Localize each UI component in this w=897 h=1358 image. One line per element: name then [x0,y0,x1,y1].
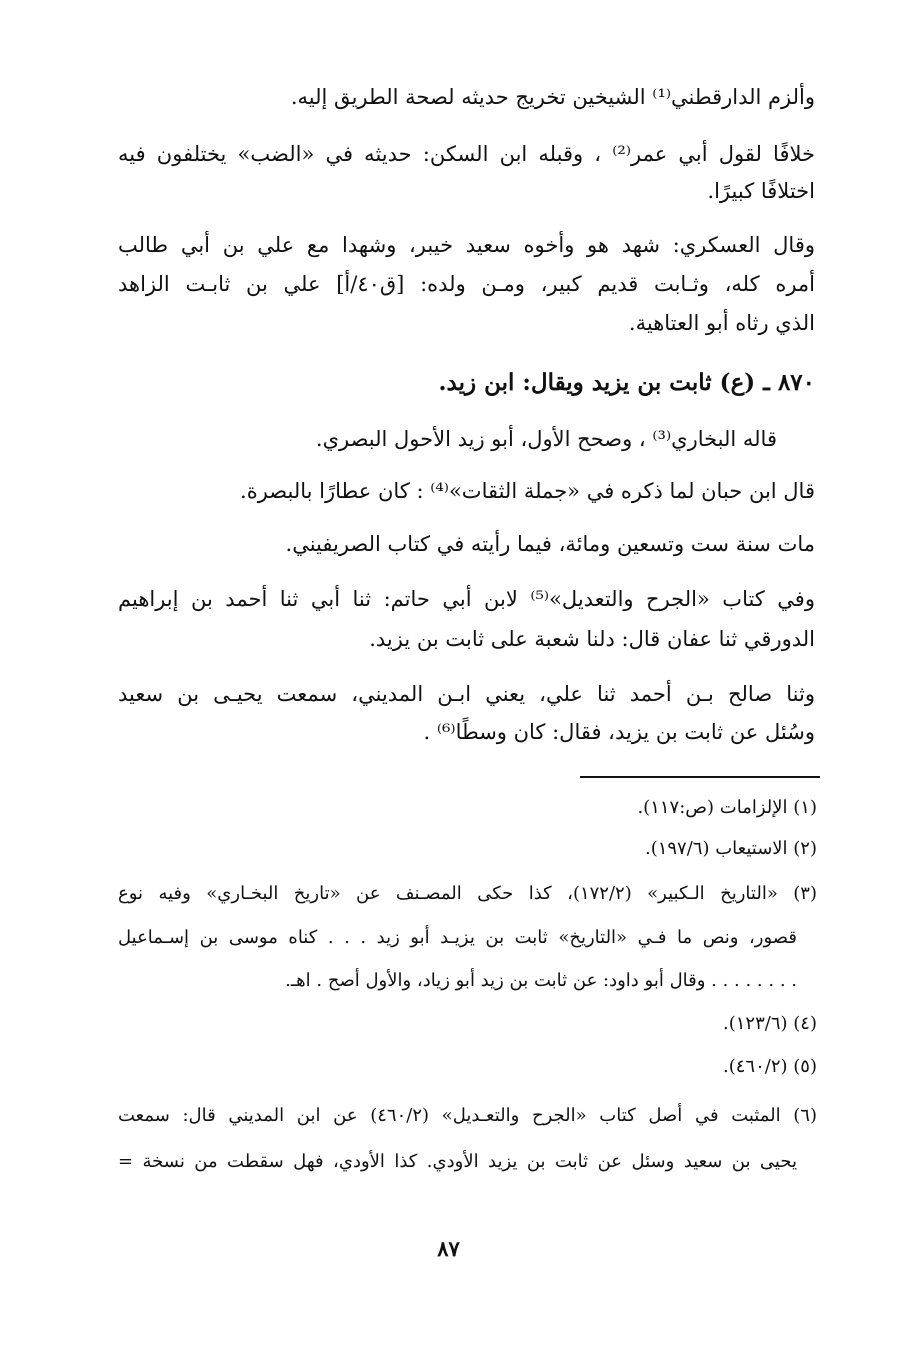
footnote-line: قصور، ونص ما فـي «التاريخ» ثابت بن يزيـد أبو زيد . . . كناه موسى بن إسـماعيل [118,927,797,948]
footnote-line: يحيى بن سعيد وسئل عن ثابت بن يزيد الأودي. كذا الأودي، فهل سقطت من نسخة = [118,1151,797,1172]
footnote-line: (٣) «التاريخ الـكبير» (١٧٢/٢)، كذا حكى المصـنف عن «تاريخ البخـاري» وفيه نوع [118,883,817,904]
footnote-line: (٢) الاستيعاب (١٩٧/٦). [644,838,817,859]
footnote-line: (٦) المثبت في أصل كتاب «الجرح والتعـديل» (٤٦٠/٢) عن ابن المديني قال: سمعت [118,1105,817,1126]
text-line: قاله البخاري⁽³⁾ ، وصحح الأول، أبو زيد الأحول البصري. [315,427,777,451]
footnote-line: (٤) (١٢٣/٦). [723,1013,817,1034]
text-line: وقال العسكري: شهد هو وأخوه سعيد خيبر، وشهدا مع علي بن أبي طالب [118,233,815,257]
entry-heading: ٨٧٠ ـ (ع) ثابت بن يزيد ويقال: ابن زيد. [438,369,815,396]
footnote-line: . . . . . . . . وقال أبو داود: عن ثابت بن زيد أبو زياد، والأول أصح . اهـ. [285,970,797,991]
text-line: وفي كتاب «الجرح والتعديل»⁽⁵⁾ لابن أبي حاتم: ثنا أبي ثنا أحمد بن إبراهيم [118,587,815,611]
text-line: خلافًا لقول أبي عمر⁽²⁾ ، وقبله ابن السكن: حديثه في «الضب» يختلفون فيه [118,142,815,166]
footnote-line: (٥) (٤٦٠/٢). [723,1056,817,1077]
text-line: وثنا صالح بـن أحمد ثنا علي، يعني ابـن المديني، سمعت يحيـى بن سعيد [118,682,815,706]
text-line: الذي رثاه أبو العتاهية. [628,311,815,335]
page-number: ٨٧ [437,1236,460,1261]
footnote-line: (١) الإلزامات (ص:١١٧). [637,797,817,818]
text-line: اختلافًا كبيرًا. [707,179,815,203]
text-line: وسُئل عن ثابت بن يزيد، فقال: كان وسطًا⁽⁶⁾ . [423,720,815,744]
text-line: وألزم الدارقطني⁽¹⁾ الشيخين تخريج حديثه لصحة الطريق إليه. [290,85,815,109]
footnote-separator [580,776,820,778]
text-line: أمره كله، وثـابت قديم كبير، ومـن ولده: [ق٤٠/أ] علي بن ثابـت الزاهد [118,272,816,296]
text-line: مات سنة ست وتسعين ومائة، فيما رأيته في كتاب الصريفيني. [285,532,815,556]
text-line: الدورقي ثنا عفان قال: دلنا شعبة على ثابت بن يزيد. [369,627,815,651]
text-line: قال ابن حبان لما ذكره في «جملة الثقات»⁽⁴⁾ : كان عطارًا بالبصرة. [240,479,815,503]
